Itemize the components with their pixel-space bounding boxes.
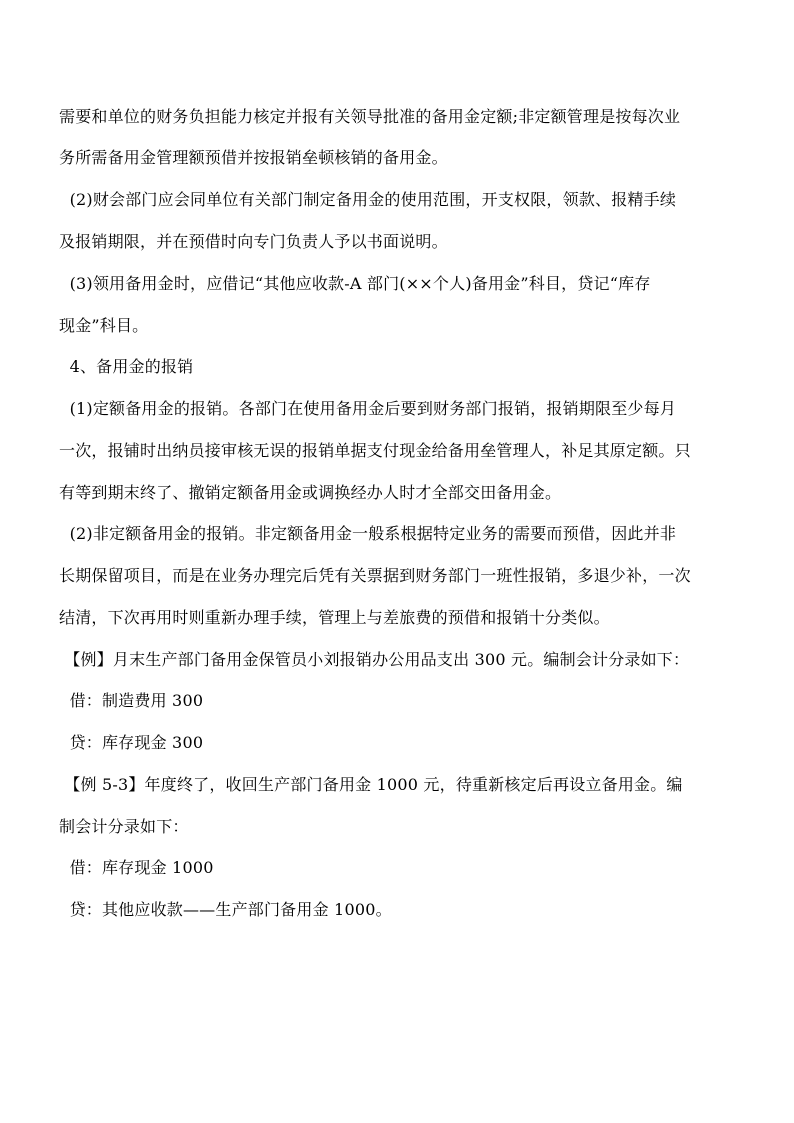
journal-debit-1: 借：制造费用 300 — [59, 691, 204, 710]
text-line-4: 及报销期限，并在预借时向专门负责人予以书面说明。 — [59, 232, 448, 251]
text-line-1: 需要和单位的财务负担能力核定并报有关领导批准的备用金定额;非定额管理是按每次业 — [59, 107, 681, 126]
example-line-1: 【例】月末生产部门备用金保管员小刘报销办公用品支出 300 元。编制会计分录如下： — [59, 650, 690, 669]
text-line-12: 长期保留项目，而是在业务办理完后凭有关票据到财务部门一班性报销，多退少补，一次 — [59, 566, 691, 585]
text-line-9: 一次，报铺时出纳员接审核无误的报销单据支付现金给备用垒管理人，补足其原定额。只 — [59, 441, 691, 460]
text-line-11: (2)非定额备用金的报销。非定额备用金一般系根据特定业务的需要而预借，因此并非 — [59, 524, 677, 543]
text-line-18: 制会计分录如下： — [59, 817, 189, 836]
text-line-10: 有等到期末终了、撤销定额备用金或调换经办人时才全部交田备用金。 — [59, 483, 562, 502]
journal-debit-2: 借：库存现金 1000 — [59, 858, 214, 877]
text-line-5: (3)领用备用金时，应借记“其他应收款-A 部门(××个人)备用金”科目，贷记“库存 — [59, 274, 651, 293]
journal-credit-2: 贷：其他应收款——生产部门备用金 1000。 — [59, 900, 392, 919]
text-line-13: 结清，下次再用时则重新办理手续，管理上与差旅费的预借和报销十分类似。 — [59, 608, 610, 627]
text-line-8: (1)定额备用金的报销。各部门在使用备用金后要到财务部门报销，报销期限至少每月 — [59, 399, 677, 418]
journal-credit-1: 贷：库存现金 300 — [59, 733, 204, 752]
text-line-2: 务所需备用金管理额预借并按报销垒顿核销的备用金。 — [59, 148, 448, 167]
section-heading: 4、备用金的报销 — [59, 357, 194, 376]
text-line-6: 现金”科目。 — [59, 316, 149, 335]
example-line-2: 【例 5-3】年度终了，收回生产部门备用金 1000 元，待重新核定后再设立备用金。编 — [59, 775, 683, 794]
text-line-3: (2)财会部门应会同单位有关部门制定备用金的使用范围，开支权限，领款、报精手续 — [59, 190, 677, 209]
